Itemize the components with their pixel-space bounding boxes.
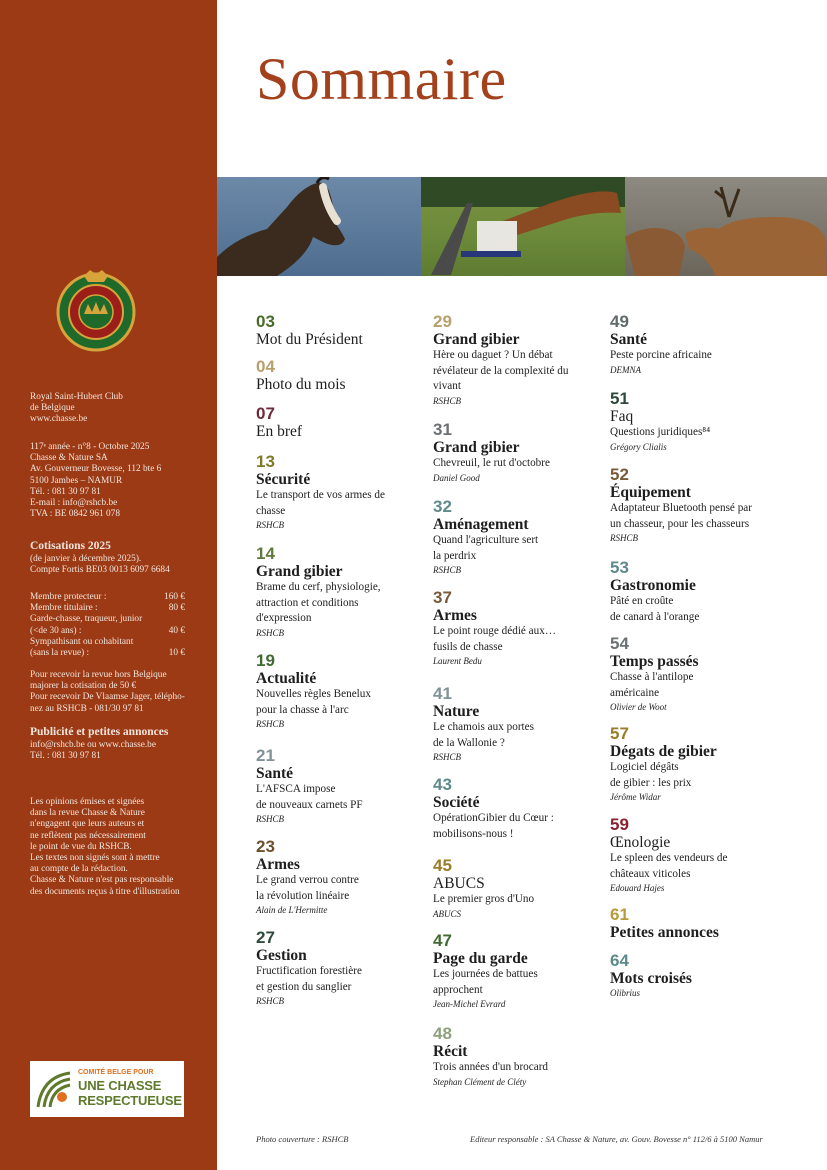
section-description [610, 501, 780, 532]
disclaimer-line: le point de vue du RSHCB. [30, 841, 132, 852]
cotisations-period: (de janvier à décembre 2025). [30, 554, 142, 564]
pub-phone: Tél. : 081 30 97 81 [30, 751, 101, 762]
section-author: Olibrius [610, 988, 641, 998]
section-title: Récit [433, 1043, 468, 1060]
issue-line: 117ᵉ année - n°8 - Octobre 2025 [30, 442, 150, 452]
section-description [433, 1060, 593, 1076]
section-author: RSHCB [610, 533, 638, 544]
section-title: Armes [433, 607, 477, 624]
section-title: Armes [256, 856, 300, 873]
sidebar [0, 0, 217, 1170]
abroad-line: nez au RSHCB - 081/30 97 81 [30, 703, 144, 714]
section-title: Mot du Président [256, 331, 363, 348]
section-author: Edouard Hajes [610, 883, 665, 894]
description-line: Pâté en croûte [610, 595, 674, 607]
section-title: En bref [256, 423, 303, 440]
section-description [256, 964, 416, 995]
page-number: 47 [433, 931, 452, 950]
description-line: Le spleen des vendeurs de [610, 852, 728, 864]
description-line: fusils de chasse [433, 640, 503, 653]
vat-line: TVA : BE 0842 961 078 [30, 509, 120, 520]
section-title: Œnologie [610, 834, 671, 851]
section-description [433, 533, 593, 564]
description-line: Adaptateur Bluetooth pensé par [610, 502, 752, 514]
toc-entry[interactable] [610, 466, 780, 545]
toc-entry[interactable] [610, 313, 780, 377]
chamois-photo [217, 177, 421, 276]
page-number: 03 [256, 312, 275, 331]
description-line: Quand l'agriculture sert [433, 534, 539, 546]
section-author: Grégory Clialis [610, 441, 667, 452]
description-line: Hère ou daguet ? Un débat [433, 349, 553, 361]
section-author: Jean-Michel Evrard [433, 999, 506, 1010]
toc-entry[interactable] [433, 421, 593, 485]
description-line: Trois années d'un brocard [433, 1061, 549, 1073]
club-name-1: Royal Saint-Hubert Club [30, 392, 123, 402]
toc-entry[interactable] [433, 857, 593, 921]
description-line: d'expression [256, 612, 312, 625]
page-number: 14 [256, 544, 275, 563]
section-title: Sécurité [256, 471, 311, 488]
club-name-2: de Belgique [30, 403, 75, 414]
description-line: Le transport de vos armes de [256, 489, 385, 501]
section-title: Actualité [256, 670, 317, 687]
section-title: Faq [610, 408, 634, 425]
page-number: 07 [256, 404, 275, 423]
section-title: Photo du mois [256, 376, 346, 393]
page-number: 13 [256, 452, 275, 471]
description-line: un chasseur, pour les chasseurs [610, 517, 750, 530]
fee-label: Garde-chasse, traqueur, junior [30, 614, 143, 625]
abroad-line: Pour recevoir la revue hors Belgique [30, 670, 167, 680]
description-line: et gestion du sanglier [256, 980, 352, 993]
disclaimer-line: dans la revue Chasse & Nature [30, 808, 145, 819]
toc-entry[interactable] [256, 747, 416, 826]
section-description [256, 580, 416, 627]
description-line: chasse [256, 504, 286, 517]
toc-entry[interactable] [256, 929, 416, 1008]
fee-value: 160 € [164, 592, 185, 602]
description-line: approchent [433, 983, 483, 996]
section-description [610, 594, 780, 625]
disclaimer-block [30, 797, 212, 898]
toc-entry[interactable] [610, 952, 780, 1000]
description-line: pour la chasse à l'arc [256, 703, 349, 716]
description-line: Le chamois aux portes [433, 721, 534, 733]
section-title: Santé [610, 331, 648, 348]
section-title: Page du garde [433, 950, 528, 967]
page-title: Sommaire [256, 46, 507, 112]
toc-entry[interactable] [256, 838, 416, 917]
toc-entry[interactable] [610, 559, 780, 625]
badge-line-1: COMITÉ BELGE POUR [78, 1069, 154, 1076]
disclaimer-line: ne reflètent pas nécessairement [30, 830, 146, 841]
description-line: Les journées de battues [433, 968, 538, 980]
section-author: RSHCB [433, 565, 461, 576]
section-title: Petites annonces [610, 924, 719, 941]
section-description [433, 624, 593, 655]
description-line: OpérationGibier du Cœur : [433, 812, 554, 824]
description-line: Brame du cerf, physiologie, [256, 581, 381, 593]
disclaimer-line: des documents reçus à titre d'illustration [30, 886, 180, 897]
description-line: de gibier : les prix [610, 776, 692, 789]
section-title: Grand gibier [433, 439, 520, 456]
description-line: Nouvelles règles Benelux [256, 688, 371, 700]
section-title: Santé [256, 765, 294, 782]
section-author: Stephan Clément de Cléty [433, 1076, 527, 1087]
page-number: 31 [433, 420, 452, 439]
section-description [256, 873, 416, 904]
section-description [610, 348, 780, 364]
section-description [433, 456, 593, 472]
description-line: la révolution linéaire [256, 889, 350, 902]
page-number: 29 [433, 312, 452, 331]
cotisations-account: Compte Fortis BE03 0013 6097 6684 [30, 565, 170, 576]
section-description [433, 967, 593, 998]
page-number: 21 [256, 746, 275, 765]
page-number: 37 [433, 588, 452, 607]
section-author: Olivier de Woot [610, 702, 667, 713]
fee-label: Membre protecteur : [30, 592, 107, 602]
disclaimer-line: au compte de la rédaction. [30, 864, 128, 875]
toc-entry[interactable] [433, 776, 593, 842]
page-number: 04 [256, 357, 275, 376]
disclaimer-line: Les opinions émises et signées [30, 797, 145, 807]
page-number: 49 [610, 312, 629, 331]
toc-entry[interactable] [433, 1025, 593, 1089]
description-line: américaine [610, 686, 660, 699]
fee-label: Membre titulaire : [30, 603, 98, 614]
section-description [256, 488, 416, 519]
section-author: RSHCB [256, 996, 284, 1007]
city-line: 5100 Jambes – NAMUR [30, 475, 123, 486]
publisher-line: Chasse & Nature SA [30, 453, 108, 464]
section-title: Gestion [256, 947, 307, 964]
description-line: châteaux viticoles [610, 867, 691, 880]
abroad-line: Pour recevoir De Vlaamse Jager, télépho- [30, 692, 185, 703]
page-number: 41 [433, 684, 452, 703]
cotisations-title: Cotisations 2025 [30, 540, 111, 552]
description-line: Peste porcine africaine [610, 349, 712, 361]
fee-row [30, 603, 185, 614]
toc-entry[interactable] [433, 685, 593, 764]
abroad-line: majorer la cotisation de 50 € [30, 681, 137, 692]
fee-row [30, 614, 185, 625]
fees-list [30, 592, 212, 659]
section-title: Grand gibier [433, 331, 520, 348]
fee-label: (sans la revue) : [30, 648, 90, 659]
toc-entry[interactable] [433, 932, 593, 1011]
section-author: DEMNA [610, 364, 641, 375]
fee-label: (<de 30 ans) : [30, 625, 82, 636]
fee-row [30, 648, 185, 659]
section-author: ABUCS [433, 908, 461, 919]
cotisations-block [30, 540, 212, 576]
page-number: 54 [610, 634, 629, 653]
section-title: Équipement [610, 484, 691, 501]
page-number: 45 [433, 856, 452, 875]
section-author: RSHCB [433, 395, 461, 406]
club-website[interactable]: www.chasse.be [30, 414, 88, 425]
description-line: Logiciel dégâts [610, 761, 679, 773]
section-title: Grand gibier [256, 563, 343, 580]
pub-title: Publicité et petites annonces [30, 726, 169, 738]
section-description [433, 720, 593, 751]
section-author: Jérôme Widar [610, 792, 661, 803]
description-line: vivant [433, 380, 461, 393]
section-author: RSHCB [256, 814, 284, 825]
toc-entry[interactable] [433, 589, 593, 668]
section-description [610, 425, 780, 441]
toc-entry[interactable] [610, 635, 780, 714]
page-number: 53 [610, 558, 629, 577]
editor-credit: Editeur responsable : SA Chasse & Nature, av. Gouv. Bovesse n° 112/6 à 5100 Namur [470, 1134, 763, 1144]
section-author: RSHCB [256, 719, 284, 730]
rshcb-crest-logo [54, 268, 138, 352]
page-number: 43 [433, 775, 452, 794]
disclaimer-line: n'engagent que leurs auteurs et [30, 819, 145, 830]
page-number: 57 [610, 724, 629, 743]
toc-entry[interactable] [433, 313, 593, 408]
deer-photo [625, 177, 827, 276]
section-title: ABUCS [433, 875, 485, 892]
section-title: Société [433, 794, 480, 811]
address-block [30, 442, 212, 520]
email-line[interactable]: E-mail : info@rshcb.be [30, 498, 118, 509]
description-line: Le premier gros d'Uno [433, 893, 535, 905]
page-number: 52 [610, 465, 629, 484]
description-line: Fructification forestière [256, 965, 362, 977]
fee-row [30, 637, 185, 648]
description-line: de nouveaux carnets PF [256, 798, 363, 811]
section-title: Dégats de gibier [610, 743, 717, 760]
section-author: Alain de L'Hermitte [256, 905, 328, 916]
toc-entry[interactable] [610, 390, 780, 454]
section-title: Aménagement [433, 516, 529, 533]
description-line: de la Wallonie ? [433, 736, 505, 749]
page-number: 59 [610, 815, 629, 834]
toc-entry[interactable] [610, 725, 780, 804]
description-line: de canard à l'orange [610, 610, 700, 623]
shotgun-photo [421, 177, 625, 276]
section-author: RSHCB [256, 627, 284, 638]
description-line: révélateur de la complexité du [433, 364, 569, 377]
page-number: 51 [610, 389, 629, 408]
description-line: Le point rouge dédié aux… [433, 625, 557, 637]
description-line: Chasse à l'antilope [610, 671, 694, 683]
section-description [610, 670, 780, 701]
page-number: 61 [610, 905, 629, 924]
section-description [256, 687, 416, 718]
toc-entry[interactable] [610, 906, 780, 941]
page-number: 32 [433, 497, 452, 516]
disclaimer-line: Chasse & Nature n'est pas responsable [30, 875, 174, 886]
section-title: Temps passés [610, 653, 699, 670]
description-line: mobilisons-nous ! [433, 827, 514, 840]
toc-entry[interactable] [256, 313, 416, 348]
pub-block [30, 726, 212, 762]
fee-label: Sympathisant ou cohabitant [30, 636, 134, 647]
toc-entry[interactable] [256, 545, 416, 640]
badge-line-2: UNE CHASSE [78, 1078, 162, 1093]
section-description [433, 892, 593, 908]
section-description [433, 348, 593, 395]
toc-entry[interactable] [256, 652, 416, 731]
section-author: RSHCB [433, 752, 461, 763]
phone-line: Tél. : 081 30 97 81 [30, 486, 101, 497]
toc-entry[interactable] [433, 498, 593, 577]
page-number: 48 [433, 1024, 452, 1043]
fee-value: 10 € [168, 648, 185, 659]
disclaimer-line: Les textes non signés sont à mettre [30, 853, 160, 864]
section-author: RSHCB [256, 520, 284, 531]
toc-entry[interactable] [256, 358, 416, 393]
fee-value: 80 € [168, 603, 185, 614]
toc-entry[interactable] [256, 405, 416, 440]
section-author: Laurent Bedu [433, 656, 482, 667]
section-description [610, 851, 780, 882]
description-line: L'AFSCA impose [256, 783, 336, 795]
hunting-committee-logo [36, 1069, 74, 1109]
street-line: Av. Gouverneur Bovesse, 112 bte 6 [30, 464, 162, 475]
abroad-block [30, 670, 212, 715]
photo-credit: Photo couverture : RSHCB [256, 1134, 349, 1144]
club-info [30, 392, 212, 426]
section-description [433, 811, 593, 842]
description-line: Chevreuil, le rut d'octobre [433, 457, 550, 469]
toc-entry[interactable] [610, 816, 780, 895]
page-number: 64 [610, 951, 629, 970]
section-description [610, 760, 780, 791]
badge-line-3: RESPECTUEUSE [78, 1093, 182, 1108]
page-number: 19 [256, 651, 275, 670]
description-line: Le grand verrou contre [256, 874, 359, 886]
page-number: 23 [256, 837, 275, 856]
fee-row [30, 592, 185, 603]
description-line: la perdrix [433, 549, 477, 562]
hunting-committee-badge[interactable] [30, 1061, 184, 1117]
section-title: Gastronomie [610, 577, 696, 594]
pub-contact[interactable]: info@rshcb.be ou www.chasse.be [30, 740, 156, 750]
description-line: Questions juridiques⁸⁴ [610, 426, 711, 438]
description-line: attraction et conditions [256, 596, 359, 609]
fee-value: 40 € [168, 625, 185, 636]
toc-entry[interactable] [256, 453, 416, 532]
fee-row [30, 626, 185, 637]
section-author: Daniel Good [433, 472, 480, 483]
page-number: 27 [256, 928, 275, 947]
section-description [256, 782, 416, 813]
section-title: Nature [433, 703, 480, 720]
section-title: Mots croisés [610, 970, 692, 987]
